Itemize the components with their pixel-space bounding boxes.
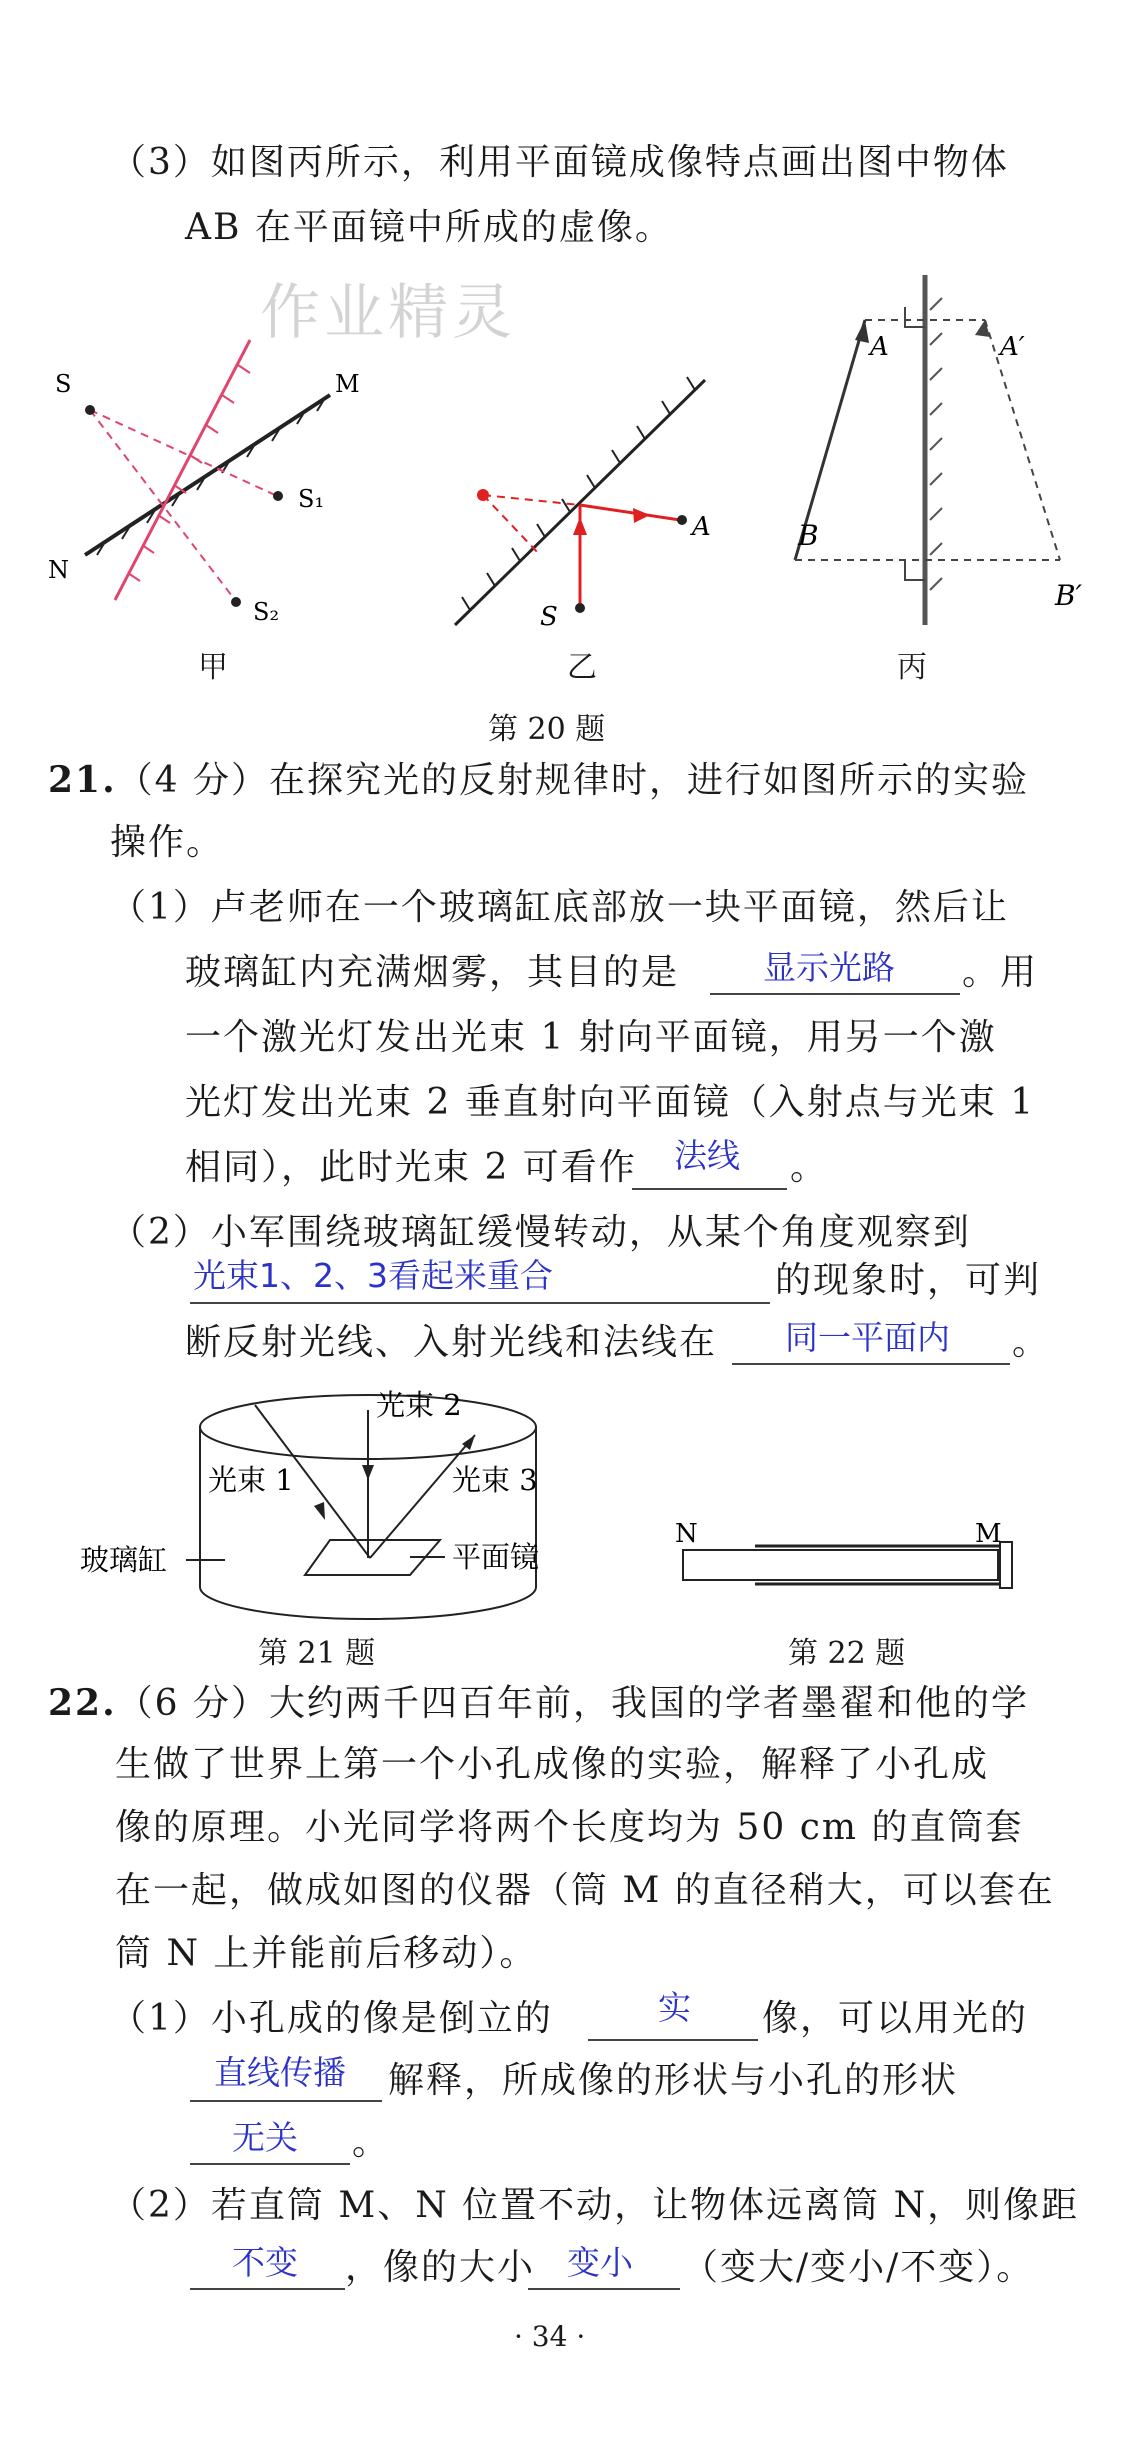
label-b-bing: B (798, 519, 819, 552)
q21-p1-line2a: 玻璃缸内充满烟雾，其目的是 (185, 952, 680, 993)
point-s2 (231, 597, 241, 607)
label-beam1: 光束 1 (208, 1463, 294, 1497)
q22-line4: 在一起，做成如图的仪器（筒 M 的直径稍大，可以套在 (115, 1870, 1055, 1911)
label-s2: S₂ (253, 598, 280, 626)
q22-p2-line2c: （变大/变小/不变）。 (682, 2247, 1035, 2288)
q21-answer-4: 同一平面内 (785, 1318, 950, 1357)
fig22-tubes (675, 1519, 1012, 1588)
point-a-yi (677, 515, 687, 525)
q21-answer-1: 显示光路 (763, 948, 895, 987)
watermark: 作业精灵 (260, 278, 516, 348)
q22-blank-2 (190, 2100, 382, 2102)
label-s1: S₁ (298, 485, 325, 513)
fig20-caption-bing: 丙 (897, 650, 927, 685)
q22-answer-4: 不变 (232, 2243, 298, 2282)
q21-blank-1 (710, 993, 960, 995)
point-s-image (477, 489, 489, 501)
q20-part3-line1: （3）如图丙所示，利用平面镜成像特点画出图中物体 (110, 142, 1009, 183)
q22-blank-1 (588, 2039, 758, 2041)
label-s-yi: S (540, 602, 558, 632)
q22-p1-line2b: 解释，所成像的形状与小孔的形状 (388, 2060, 959, 2101)
fig20-bing (795, 275, 1083, 625)
q21-p1-line1: （1）卢老师在一个玻璃缸底部放一块平面镜，然后让 (110, 887, 1009, 928)
q22-answer-1: 实 (658, 1988, 691, 2027)
q22-number: 22. (48, 1682, 117, 1724)
label-n: N (48, 556, 69, 584)
q22-blank-4 (190, 2288, 345, 2290)
q21-number: 21. (48, 759, 117, 801)
q21-p1-line3: 一个激光灯发出光束 1 射向平面镜，用另一个激 (185, 1017, 997, 1058)
q22-p2-line1: （2）若直筒 M、N 位置不动，让物体远离筒 N，则像距 (110, 2185, 1080, 2226)
q22-line1: （6 分）大约两千四百年前，我国的学者墨翟和他的学 (116, 1683, 1029, 1724)
label-glass-tank: 玻璃缸 (80, 1543, 168, 1577)
point-s1 (273, 491, 283, 501)
q21-p2-line3b: 。 (1012, 1322, 1051, 1363)
q21-intro-line1: （4 分）在探究光的反射规律时，进行如图所示的实验 (116, 760, 1029, 801)
page-number: · 34 · (514, 2320, 586, 2353)
fig20-caption: 第 20 题 (488, 712, 606, 747)
fig20-caption-yi: 乙 (567, 650, 597, 685)
q21-blank-4 (732, 1363, 1010, 1365)
figures-21-22 (0, 1380, 1141, 1640)
q22-p1-line1a: （1）小孔成的像是倒立的 (110, 1998, 553, 2039)
q20-part3-line2: AB 在平面镜中所成的虚像。 (185, 207, 673, 248)
q21-intro-line2: 操作。 (110, 822, 225, 863)
label-m: M (335, 370, 360, 398)
fig20-yi (455, 377, 711, 632)
q22-blank-3 (190, 2163, 350, 2165)
q21-blank-3 (190, 1302, 770, 1304)
q21-answer-3: 光束1、2、3看起来重合 (193, 1256, 553, 1295)
label-m-tube: M (975, 1519, 1002, 1549)
q22-line3: 像的原理。小光同学将两个长度均为 50 cm 的直筒套 (115, 1807, 1024, 1848)
figure-20 (0, 255, 1141, 685)
fig21-glass-tank (80, 1388, 539, 1619)
q22-answer-5: 变小 (567, 2243, 633, 2282)
q22-answer-2: 直线传播 (214, 2053, 346, 2092)
q21-p2-line1: （2）小军围绕玻璃缸缓慢转动，从某个角度观察到 (110, 1212, 971, 1253)
label-a-prime: A′ (1000, 332, 1025, 362)
q22-answer-3: 无关 (232, 2118, 298, 2157)
q21-p1-line5b: 。 (790, 1147, 829, 1188)
q21-p1-line5a: 相同），此时光束 2 可看作 (185, 1147, 637, 1188)
q22-p1-line3b: 。 (352, 2122, 391, 2163)
q21-p1-line4: 光灯发出光束 2 垂直射向平面镜（入射点与光束 1 (185, 1082, 1036, 1123)
q21-p2-line2b: 的现象时，可判 (775, 1260, 1042, 1301)
fig20-caption-jia: 甲 (198, 650, 228, 685)
q22-line2: 生做了世界上第一个小孔成像的实验，解释了小孔成 (115, 1744, 990, 1785)
q22-blank-5 (528, 2288, 680, 2290)
q22-line5: 筒 N 上并能前后移动）。 (115, 1933, 538, 1974)
label-beam2: 光束 2 (376, 1388, 462, 1422)
label-a-yi: A (692, 512, 711, 542)
fig22-caption: 第 22 题 (788, 1636, 906, 1671)
label-beam3: 光束 3 (452, 1463, 538, 1497)
label-flat-mirror: 平面镜 (452, 1540, 540, 1574)
q21-p2-line3a: 断反射光线、入射光线和法线在 (185, 1322, 718, 1363)
label-b-prime: B′ (1055, 579, 1082, 612)
label-n-tube: N (675, 1519, 698, 1549)
fig20-jia (48, 340, 360, 626)
point-s-yi (575, 603, 585, 613)
q22-p1-line1b: 像，可以用光的 (762, 1998, 1029, 2039)
q21-blank-2 (632, 1188, 787, 1190)
q21-p1-line2b: 。用 (962, 952, 1039, 993)
label-s: S (55, 370, 72, 398)
fig21-caption: 第 21 题 (258, 1636, 376, 1671)
point-s (85, 405, 95, 415)
q21-answer-2: 法线 (674, 1136, 740, 1175)
label-a-bing: A (870, 332, 889, 362)
q22-p2-line2b: ，像的大小 (345, 2247, 536, 2288)
